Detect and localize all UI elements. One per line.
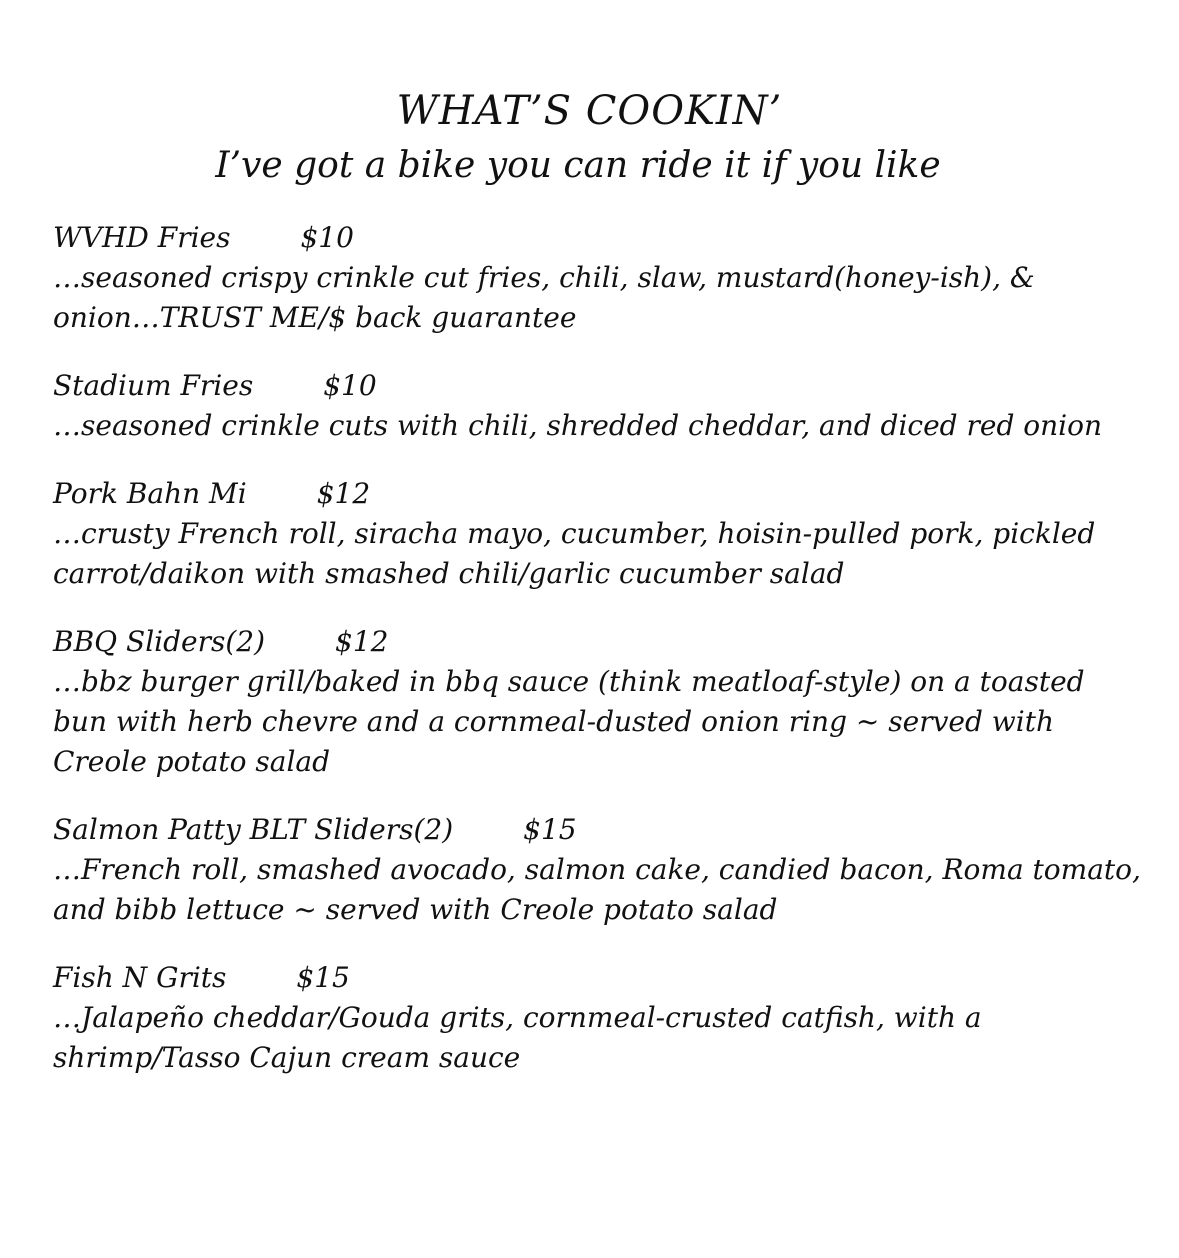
page-title: WHAT’S COOKIN’ [396, 88, 783, 134]
menu-item [53, 958, 1143, 1078]
menu-item-header [53, 474, 1143, 514]
menu-item-description: …crusty French roll, siracha mayo, cucumber, hoisin-pulled pork, pickled carrot/daikon with smashed chili/garlic cucumber salad [53, 517, 1096, 590]
menu-item-price: $12 [316, 477, 371, 510]
menu-item-header [53, 810, 1143, 850]
menu-item-price: $12 [335, 625, 389, 658]
menu-item-name: WVHD Fries [53, 221, 231, 254]
menu-item-name: BBQ Sliders(2) [53, 625, 266, 658]
menu-item-description: …bbz burger grill/baked in bbq sauce (think meatloaf-style) on a toasted bun with herb chevre and a cornmeal-dusted onion ring ~ served with Creole potato salad [53, 665, 1085, 778]
menu-item-price: $10 [323, 369, 377, 402]
menu-item-description: …Jalapeño cheddar/Gouda grits, cornmeal-crusted catfish, with a shrimp/Tasso Cajun cream sauce [53, 1001, 982, 1074]
page-subtitle: I’ve got a bike you can ride it if you like [215, 145, 941, 186]
menu-item-description: …French roll, smashed avocado, salmon cake, candied bacon, Roma tomato, and bibb lettuce ~ served with Creole potato salad [53, 853, 1141, 926]
menu-item-name: Stadium Fries [53, 369, 254, 402]
menu-item-price: $10 [300, 221, 354, 254]
menu-item-name: Pork Bahn Mi [53, 477, 247, 510]
menu-item-header [53, 366, 1143, 406]
menu-item [53, 366, 1143, 446]
menu-item-name: Fish N Grits [53, 961, 227, 994]
menu-item-header [53, 958, 1143, 998]
menu-item-header [53, 218, 1143, 258]
menu-item-price: $15 [296, 961, 350, 994]
menu-item-price: $15 [523, 813, 577, 846]
menu-item-header [53, 622, 1143, 662]
menu-list [53, 218, 1143, 1106]
menu-item [53, 810, 1143, 930]
menu-item-description: …seasoned crispy crinkle cut fries, chili, slaw, mustard(honey-ish), & onion…TRUST ME/$ back guarantee [53, 261, 1035, 334]
menu-item [53, 218, 1143, 338]
menu-item [53, 622, 1143, 782]
menu-item-description: …seasoned crinkle cuts with chili, shredded cheddar, and diced red onion [53, 409, 1103, 442]
menu-item-name: Salmon Patty BLT Sliders(2) [53, 813, 454, 846]
menu-item [53, 474, 1143, 594]
